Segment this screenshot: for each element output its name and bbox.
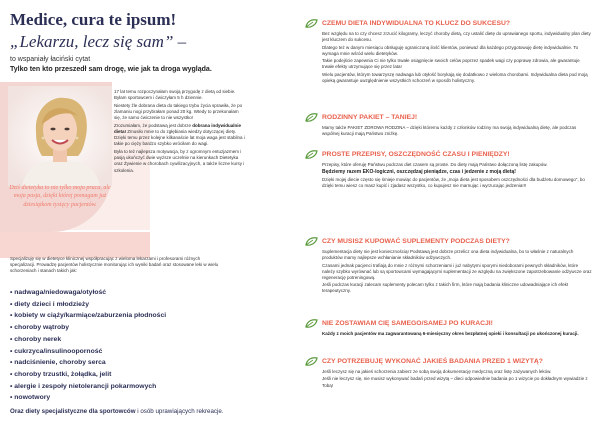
specialization-paragraph: Specjalizuję się w dietetyce klinicznej współpracując z wieloma lekarzami i profesorami różnych specjalizacji. Prowadzę pacjentów holistycznie monitorując ich wyniki badań oraz stosowane leki w wielu schorzeniach i stanach takich jak: (10, 256, 219, 274)
leaf-icon (305, 237, 318, 246)
conditions-list (10, 287, 230, 404)
section-title-family-package: RODZINNY PAKIET – TANIEJ! (322, 114, 418, 121)
section-paragraph: Wielu pacjentów, którym towarzyszę nadwaga lub otyłość borykają się dodatkowo z wieloma chorobami. Indywidualna dieta pod moją opieką gwarantuje uwzględnienie wszystkich schorzeń w sposób holistyczny. (322, 71, 588, 83)
section-body-family-package (322, 125, 592, 139)
footer-bold-text: Oraz diety specjalistyczne dla sportowców (10, 408, 136, 415)
section-paragraph: Każdy z moich pacjentów ma zagwarantowaną 6-miesięczny okres bezpłatnej opieki i konsultacji po ukończonej kuracji. (322, 331, 579, 336)
conditions-list-item: • kobiety w ciąży/karmiące/zaburzenia płodności (10, 310, 230, 322)
conditions-list-item: • choroby trzustki, żołądka, jelit (10, 369, 230, 381)
section-paragraph: Jeśli nie leczysz się, nie musisz wykonywać badań przed wizytą – dieci odpowiednie badania po 1 wizycie po dokładnym wywiadzie z Tobą! (322, 376, 588, 388)
intro-p3-text: Zrozumiałam, że podstawą jest dobrze (114, 123, 193, 129)
leaf-icon (305, 113, 318, 122)
section-title-aftercare: NIE ZOSTAWIAM CIĘ SAMEGO/SAMEJ PO KURACJI! (322, 320, 493, 327)
section-title-tests-before-visit: CZY POTRZEBUJĘ WYKONAĆ JAKIEŚ BADANIA PRZED 1 WIZYTĄ? (322, 358, 543, 365)
intro-p3-text-end: Zmusiło mnie to do zgłębiania wiedzy dotyczącej diety. Dzięki temu przez kolejne kilkanaście lat moja waga jest stabilna i takie po cięży bardzo szybko wróciłam do wagi. (114, 129, 245, 147)
intro-paragraph-4: Była to też najlepsza motywacja, by z ogromnym entuzjazmem i pasją ukończyć dwie wyższe uczelnie na kierunkach Dietetyka oraz Żywienie w chorobach cywilizacyjnych, a także liczne kursy i szkolenia. (114, 149, 245, 173)
section-paragraph: Suplementacja diety nie jest koniecznością! Podstawą jest dobrze przelicz ona dieta indywidualna, bo to właśnie z naturalnych produktów mamy najlepsze wchłanianie składników odżywczych. (322, 249, 574, 261)
leaf-icon (305, 19, 318, 28)
conditions-list-item: • nowotwory (10, 392, 230, 404)
section-paragraph: Bez względu na to czy chcesz zrzucić kilogramy, leczyć choroby dietą, czy ustalić dietę do uprawianego sportu, indywidualny plan diety jest kluczem do sukcesu. (322, 31, 591, 43)
section-paragraph: Czasami jednak pacjenci trafiają do mnie z różnymi schorzeniami i już nabytymi sporymi niedoborami pewnych składników, które należy szybko wyrównać lub są sportowcami wymagającymi suplementacji ze względu na zwiększone zapotrzebowanie odżywcze oraz regenerację potreningową. (322, 262, 592, 280)
section-paragraph: Jeśli leczysz się na jakieś schorzenia zabierz ze sobą swoją dokumentację medyczną oraz listę zażywanych leków. (322, 369, 552, 374)
section-body-aftercare (322, 331, 592, 338)
conditions-list-item: • nadciśnienie, choroby serca (10, 357, 230, 369)
section-paragraph: Jeśli podczas kuracji zalecam suplementy polecam tylko z takich firm, które mają badania kliniczne udowadniające ich efekt terapeutyczny. (322, 282, 569, 294)
headline-translation: „Lekarzu, lecz się sam” – (10, 32, 187, 51)
section-paragraph: Dzięki mojej diecie często się śmieje mowiąc do pacjentów, że „moja dieta jest sposobem oszczędności dla budżetu domowego”, bo dzięki temu wiesz co masz kupić i zjadasz wszystko, co kupujesz nie marnując i wyrzucając jedzenia!!! (322, 176, 585, 189)
section-body-individual-diet (322, 31, 592, 85)
subtitle-line: to wspaniały łaciński cytat (10, 56, 91, 63)
section-body-tests-before-visit (322, 369, 592, 390)
conditions-list-item: • cukrzyca/insulinooporność (10, 346, 230, 358)
section-title-supplements: CZY MUSISZ KUPOWAĆ SUPLEMENTY PODCZAS DIETY? (322, 238, 510, 245)
right-column (300, 0, 600, 426)
leaf-icon (305, 150, 318, 159)
conditions-list-item: • nadwaga/niedowaga/otyłość (10, 287, 230, 299)
section-paragraph: Mamy także PAKIET ZDROWA RODZINA – dzięki któremu każdy z członków rodziny ma swoją indywidualną dietę, ale podczas wspólnej kuracji mają Państwo zniżkę. (322, 125, 577, 137)
author-portrait-photo (8, 86, 112, 186)
specialization-footer (10, 408, 224, 415)
intro-paragraph-2: Niestety źle dobrana dieta do takiego trybu życia sprawiła, że po zlamaniu nogi przybrałam ponad 20 kg. Wtedy to przekonałam się, że samo ćwiczenie to nie wszystko! (114, 102, 243, 121)
intro-paragraph-3 (114, 123, 246, 147)
photo-caption-quote: Dziś dietetyka to nie tylko moja praca, ale moja pasja, dzięki której pomagam już dziesiątkom tysięcy pacjentów. (9, 185, 111, 208)
section-body-supplements (322, 249, 592, 296)
subtitle-bold-line: Tylko ten kto przeszedł sam drogę, wie jak ta droga wygląda. (10, 66, 212, 73)
section-paragraph: Dlatego też w danym miesiącu obsługuję ograniczoną ilość klientów, ponieważ dla każdego przygotowuję dietę indywidualnie. To wymaga mnie wśród wielu dietetyków. (322, 44, 579, 56)
specialization-intro (10, 256, 225, 276)
intro-paragraph-1: 17 lat temu rozpoczynałam swoją przygodę z dietą od siebie. Byłam sportowcem i ćwiczyłam 5 h dziennie. (114, 89, 236, 101)
leaf-icon (305, 319, 318, 328)
leaf-icon (305, 357, 318, 366)
conditions-list-item: • diety dzieci i młodzieży (10, 299, 230, 311)
section-paragraph: Takie podejście zapewnia Ci nie tylko trwałe osiągnięcie swoich celów poprzez spadek wagi czy poprawę zdrowia, ale gwarantuje trwałe efekty utrzymujące się przez lata! (322, 58, 580, 70)
section-title-simple-recipes: PROSTE PRZEPISY, OSZCZĘDNOŚĆ CZASU I PIENIĘDZY! (322, 151, 510, 158)
conditions-list-item: • choroby nerek (10, 334, 230, 346)
section-paragraph: Przepisy, które oferuję Państwu podczas diet czasem są proste. Do diety mają Państwo dołączoną listę zakupów. (322, 162, 548, 167)
footer-rest-text: i osób uprawiających rekreacje. (135, 408, 224, 415)
section-bold-line: Będziemy razem EKO-logiczni, oszczędzaj pieniądze, czas i jedzenie z moją dietą! (322, 169, 516, 176)
headline-latin: Medice, cura te ipsum! (10, 10, 177, 29)
intro-p3-bold: dobrana indywidualnie dieta! (114, 123, 242, 135)
conditions-list-item: • alergie i zespoły nietolerancji pokarmowych (10, 381, 230, 393)
pink-brush-strip (0, 232, 150, 258)
conditions-list-item: • choroby wątroby (10, 322, 230, 334)
section-body-simple-recipes (322, 162, 592, 191)
section-title-individual-diet: CZEMU DIETA INDYWIDUALNA TO KLUCZ DO SUKCESU? (322, 20, 511, 27)
intro-text-block (114, 89, 246, 175)
